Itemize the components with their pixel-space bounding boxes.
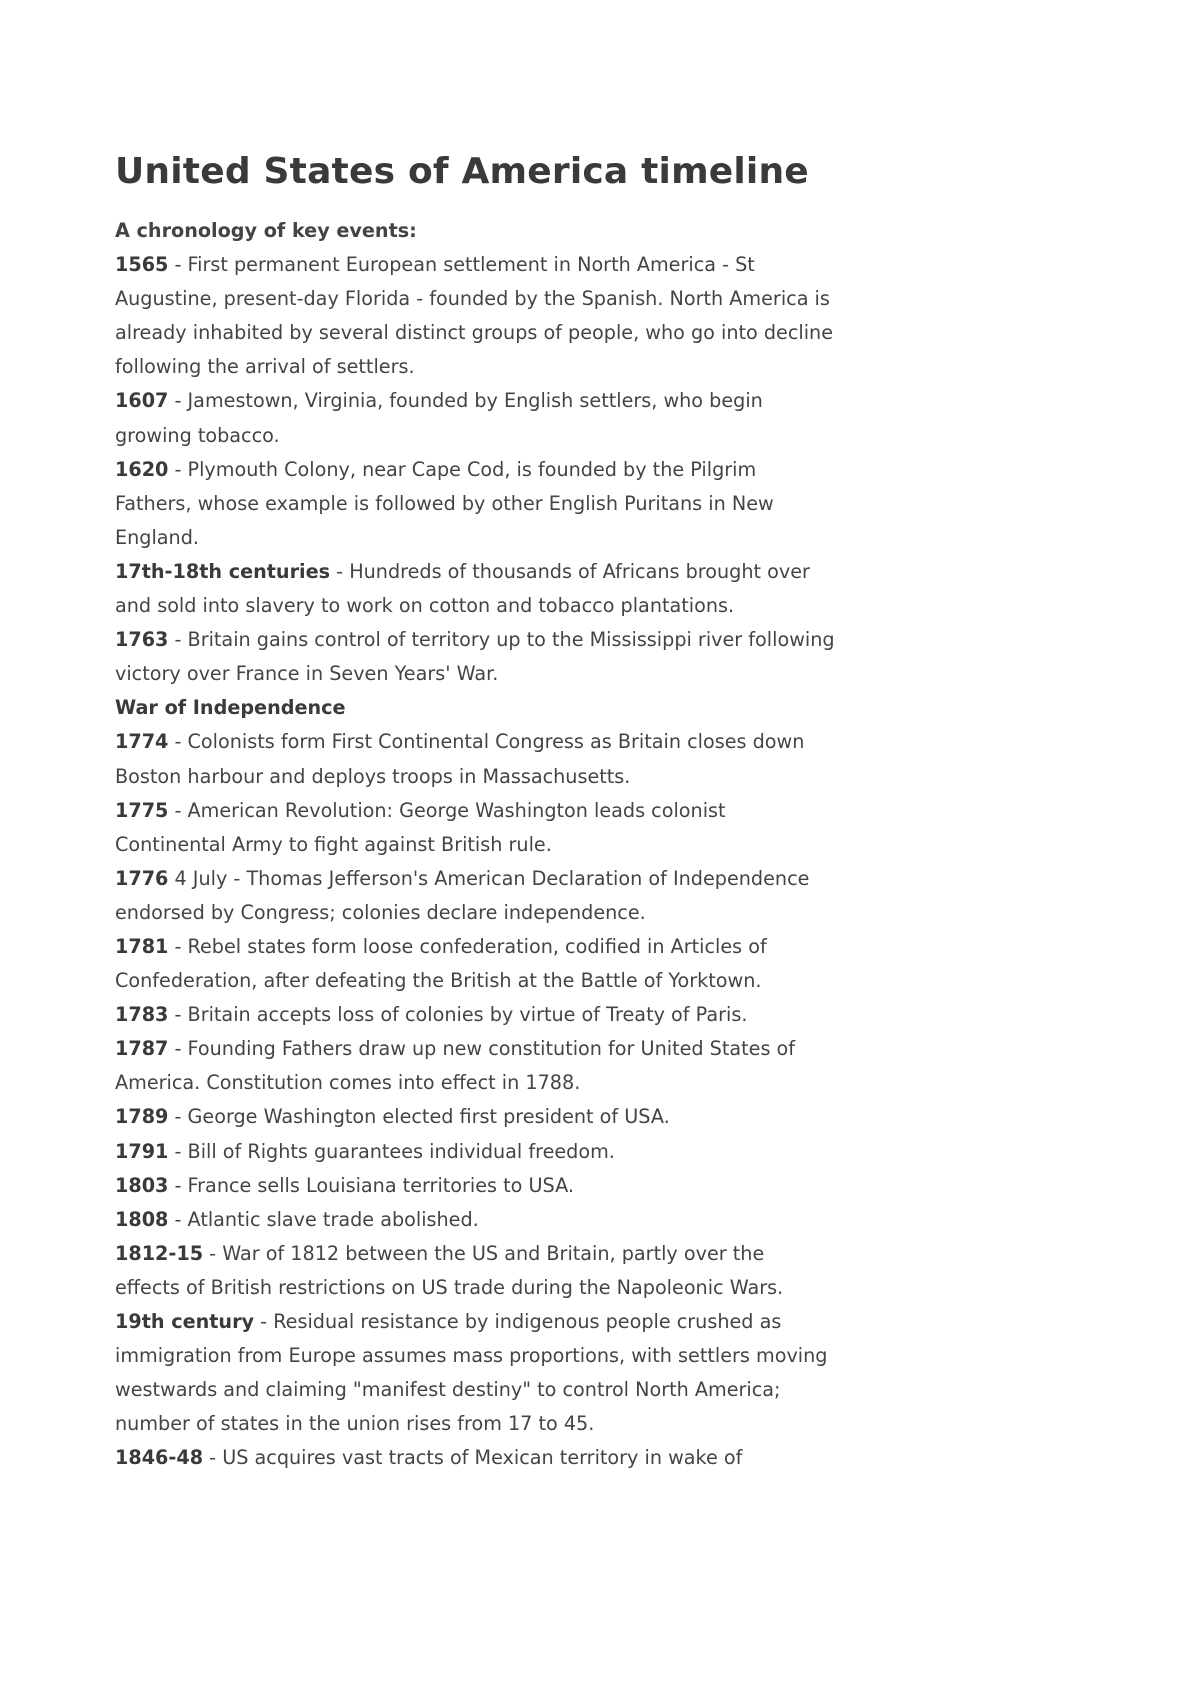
timeline-entry [115,862,835,930]
entry-year: 1787 [115,1037,169,1061]
entry-year: 1783 [115,1003,169,1027]
entry-year: 1620 [115,457,169,481]
entry-description: - Bill of Rights guarantees individual freedom. [168,1139,615,1163]
timeline-entry [115,1032,835,1100]
entry-year: 1803 [115,1173,169,1197]
entry-description: - Colonists form First Continental Congress as Britain closes down Boston harbour and deploys troops in Massachusetts. [115,730,805,788]
timeline-entry [115,930,835,998]
entry-year: 1791 [115,1139,169,1163]
document-content [115,148,835,1475]
entry-description: - Britain accepts loss of colonies by virtue of Treaty of Paris. [168,1003,748,1027]
page-title: United States of America timeline [115,151,809,192]
entry-description: - US acquires vast tracts of Mexican territory in wake of [203,1446,743,1470]
timeline-entry [115,1203,835,1237]
entry-year: 1789 [115,1105,169,1129]
entry-year: 1846-48 [115,1446,204,1470]
entry-year: 1607 [115,389,169,413]
entry-description: - War of 1812 between the US and Britain, partly over the effects of British restrictions on US trade during the Napoleonic Wars. [115,1241,784,1299]
entry-description: - Jamestown, Virginia, founded by English settlers, who begin growing tobacco. [115,389,763,447]
entry-description: - Atlantic slave trade abolished. [168,1207,479,1231]
entry-description: - Rebel states form loose confederation, codified in Articles of Confederation, after defeating the British at the Battle of Yorktown. [115,934,767,993]
entry-description: - France sells Louisiana territories to USA. [168,1173,574,1197]
timeline-entry [115,998,835,1032]
timeline-entry [115,725,835,793]
section-heading: War of Independence [115,696,346,720]
timeline-list [115,248,835,1475]
entry-description: - Hundreds of thousands of Africans brought over and sold into slavery to work on cotton and tobacco plantations. [115,559,810,618]
timeline-entry [115,1135,835,1169]
entry-year: 1763 [115,628,169,652]
entry-year: 1776 [115,866,169,890]
timeline-body [115,214,835,1475]
timeline-entry [115,794,835,862]
entry-year: 17th-18th centuries [115,559,331,583]
entry-description: - Britain gains control of territory up to the Mississippi river following victory over France in Seven Years' War. [115,628,835,686]
entry-year: 1808 [115,1207,169,1231]
entry-description: - Plymouth Colony, near Cape Cod, is founded by the Pilgrim Fathers, whose example is followed by other English Puritans in New England. [115,457,774,549]
timeline-entry [115,1100,835,1134]
entry-year: 1781 [115,934,169,958]
entry-year: 1812-15 [115,1241,204,1265]
timeline-entry [115,453,835,555]
timeline-entry [115,384,835,452]
timeline-entry [115,555,835,623]
entry-year: 1775 [115,798,169,822]
timeline-entry [115,1237,835,1305]
entry-description: - First permanent European settlement in North America - St Augustine, present-day Florida - founded by the Spanish. North America is already inhabited by several distinct groups of people, who go into decline following the arrival of settlers. [115,253,834,379]
timeline-entry [115,623,835,691]
entry-description: - American Revolution: George Washington leads colonist Continental Army to fight against British rule. [115,798,726,856]
timeline-entry [115,1169,835,1203]
entry-year: 1565 [115,253,169,277]
entry-description: - Residual resistance by indigenous people crushed as immigration from Europe assumes mass proportions, with settlers moving westwards and claiming "manifest destiny" to control North America; number of states in the union rises from 17 to 45. [115,1310,828,1436]
entry-description: - George Washington elected first president of USA. [168,1105,670,1129]
timeline-entry [115,248,835,384]
entry-description: 4 July - Thomas Jefferson's American Declaration of Independence endorsed by Congress; colonies declare independence. [115,866,810,924]
entry-year: 1774 [115,730,169,754]
entry-description: - Founding Fathers draw up new constitution for United States of America. Constitution comes into effect in 1788. [115,1037,796,1095]
timeline-entry [115,1441,835,1475]
chronology-subtitle: A chronology of key events: [115,219,417,242]
entry-year: 19th century [115,1310,255,1333]
timeline-entry [115,1305,835,1441]
